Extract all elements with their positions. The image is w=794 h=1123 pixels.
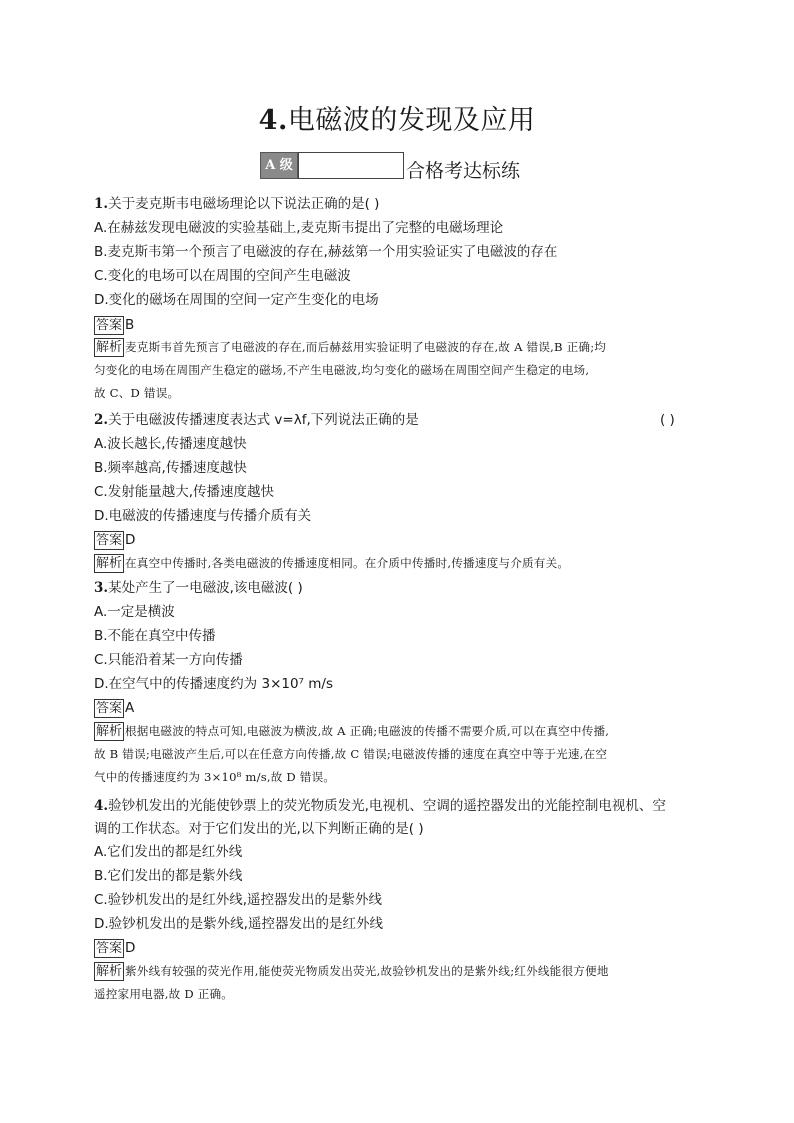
question-1-option-d: D.变化的磁场在周围的空间一定产生变化的电场	[94, 292, 379, 308]
question-3-option-c: C.只能沿着某一方向传播	[94, 652, 243, 668]
analysis-line: 故 C、D 错误。	[94, 386, 180, 400]
question-4-answer	[94, 938, 135, 958]
level-text: 合格考达标练	[406, 160, 521, 182]
analysis-line: 气中的传播速度约为 3×10⁸ m/s,故 D 错误。	[94, 770, 336, 784]
question-1-option-a: A.在赫兹发现电磁波的实验基础上,麦克斯韦提出了完整的电磁场理论	[94, 220, 504, 236]
question-2-stem: 2.关于电磁波传播速度表达式 v=λf,下列说法正确的是 ( )	[94, 408, 704, 432]
question-2-number: 2	[94, 412, 104, 428]
question-1-text: 关于麦克斯韦电磁场理论以下说法正确的是( )	[108, 196, 380, 212]
question-2-option-c: C.发射能量越大,传播速度越快	[94, 484, 275, 500]
analysis-label: 解析	[96, 724, 123, 739]
answer-value: A	[125, 700, 135, 716]
question-1-analysis	[94, 336, 704, 405]
analysis-line: 匀变化的电场在周围产生稳定的磁场,不产生电磁波,均匀变化的磁场在周围空间产生稳定的电场,	[94, 363, 590, 377]
question-4-option-b: B.它们发出的都是紫外线	[94, 868, 243, 884]
question-2-option-d: D.电磁波的传播速度与传播介质有关	[94, 508, 312, 524]
answer-label: 答案	[96, 941, 123, 956]
analysis-label: 解析	[96, 556, 123, 571]
analysis-line: 麦克斯韦首先预言了电磁波的存在,而后赫兹用实验证明了电磁波的存在,故 A 错误,B 正确;均	[125, 340, 607, 354]
question-3-analysis	[94, 720, 704, 789]
question-4-option-a: A.它们发出的都是红外线	[94, 844, 243, 860]
answer-label: 答案	[96, 533, 123, 548]
analysis-line: 在真空中传播时,各类电磁波的传播速度相同。在介质中传播时,传播速度与介质有关。	[125, 556, 570, 570]
question-2-answer-blank: ( )	[660, 412, 675, 428]
question-3-option-b: B.不能在真空中传播	[94, 628, 216, 644]
question-3-option-a: A.一定是横波	[94, 604, 175, 620]
question-2-option-b: B.频率越高,传播速度越快	[94, 460, 247, 476]
question-3-option-d: D.在空气中的传播速度约为 3×10⁷ m/s	[94, 676, 333, 692]
answer-value: D	[125, 940, 136, 956]
question-3-answer	[94, 698, 134, 718]
level-blank-box	[298, 152, 404, 179]
answer-value: D	[125, 532, 136, 548]
analysis-line: 遥控家用电器,故 D 正确。	[94, 987, 234, 1001]
question-4-option-c: C.验钞机发出的是红外线,遥控器发出的是紫外线	[94, 892, 383, 908]
level-badge: A 级	[260, 152, 298, 179]
question-1-option-b: B.麦克斯韦第一个预言了电磁波的存在,赫兹第一个用实验证实了电磁波的存在	[94, 244, 558, 260]
question-4-stem: 4.验钞机发出的光能使钞票上的荧光物质发光,电视机、空调的遥控器发出的光能控制电视机、空	[94, 798, 666, 814]
question-2-text: 关于电磁波传播速度表达式 v=λf,下列说法正确的是	[108, 412, 419, 428]
question-3-number: 3	[94, 580, 104, 596]
answer-value: B	[125, 317, 135, 333]
question-1-answer	[94, 315, 134, 335]
question-3-stem: 3.某处产生了一电磁波,该电磁波( )	[94, 580, 303, 596]
analysis-line: 紫外线有较强的荧光作用,能使荧光物质发出荧光,故验钞机发出的是紫外线;红外线能很方便地	[125, 964, 609, 978]
question-1-option-c: C.变化的电场可以在周围的空间产生电磁波	[94, 268, 351, 284]
question-1-stem: 1.关于麦克斯韦电磁场理论以下说法正确的是( )	[94, 196, 380, 212]
question-4-stem-line-2: 调的工作状态。对于它们发出的光,以下判断正确的是( )	[94, 821, 424, 837]
analysis-label: 解析	[96, 340, 123, 355]
question-2-answer	[94, 530, 135, 550]
page-title	[0, 102, 794, 140]
analysis-label: 解析	[96, 964, 123, 979]
answer-label: 答案	[96, 318, 123, 333]
question-4-option-d: D.验钞机发出的是紫外线,遥控器发出的是红外线	[94, 916, 383, 932]
question-4-number: 4	[94, 798, 104, 814]
answer-label: 答案	[96, 701, 123, 716]
question-3-text: 某处产生了一电磁波,该电磁波( )	[108, 580, 303, 596]
question-2-option-a: A.波长越长,传播速度越快	[94, 436, 247, 452]
title-number: 4.	[258, 105, 288, 136]
analysis-line: 故 B 错误;电磁波产生后,可以在任意方向传播,故 C 错误;电磁波传播的速度在真空中等于光速,在空	[94, 747, 608, 761]
question-1-number: 1	[94, 196, 104, 212]
question-4-text-line: 验钞机发出的光能使钞票上的荧光物质发光,电视机、空调的遥控器发出的光能控制电视机、空	[108, 798, 666, 814]
title-text: 电磁波的发现及应用	[287, 105, 536, 136]
analysis-line: 根据电磁波的特点可知,电磁波为横波,故 A 正确;电磁波的传播不需要介质,可以在真空中传播,	[125, 724, 610, 738]
question-4-analysis	[94, 960, 704, 1006]
question-2-analysis	[94, 552, 704, 575]
